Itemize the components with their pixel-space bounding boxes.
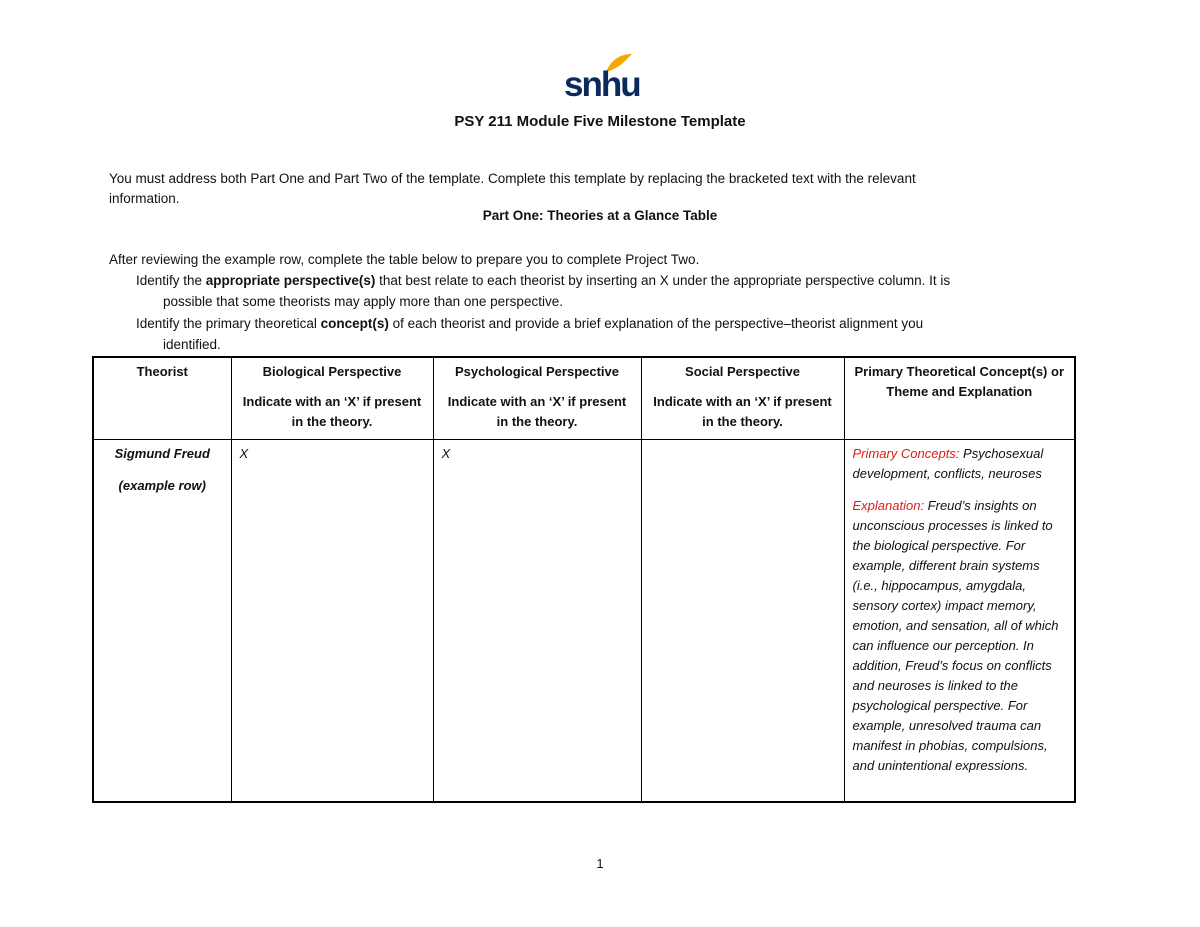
bullet-concepts	[136, 313, 1066, 355]
header-indicate: Indicate with an ‘X’ if present in the theory.	[447, 394, 627, 429]
header-indicate: Indicate with an ‘X’ if present in the theory.	[653, 394, 832, 429]
primary-concepts-label: Primary Concepts:	[852, 445, 960, 461]
bullet-text: Identify the	[136, 273, 206, 288]
header-social	[641, 357, 844, 439]
concepts-cell[interactable]	[844, 439, 1075, 802]
primary-concepts	[853, 444, 1067, 484]
social-cell[interactable]	[641, 439, 844, 802]
part-one-heading: Part One: Theories at a Glance Table	[482, 208, 718, 223]
bullet-text: Identify the primary theoretical	[136, 316, 321, 331]
snhu-logo	[558, 52, 642, 104]
header-theorist: Theorist	[93, 357, 231, 439]
biological-cell[interactable]: X	[231, 439, 433, 802]
bullet-text: that best relate to each theorist by inserting an X under the appropriate perspective column. It is	[375, 273, 951, 288]
header-psychological	[433, 357, 641, 439]
bullet-continuation: identified.	[163, 337, 221, 352]
example-row-note: (example row)	[118, 477, 206, 493]
intro-line-1: You must address both Part One and Part Two of the template. Complete this template by replacing the bracketed text with the relevant	[109, 171, 916, 186]
primary-concepts-text: Psychosexual development, conflicts, neuroses	[852, 445, 1044, 481]
bullet-text: of each theorist and provide a brief explanation of the perspective–theorist alignment you	[388, 316, 924, 331]
intro-line-2: information.	[109, 191, 180, 206]
explanation-text: Freud’s insights on unconscious processes is linked to the biological perspective. For example, different brain systems (i.e., hippocampus, amygdala, sensory cortex) impact memory, emotion, and sensation, all of which can influence our perception. In addition, Freud’s focus on conflicts and neuroses is linked to the psychological perspective. For example, unresolved trauma can manifest in phobias, compulsions, and unintentional expressions.	[852, 497, 1059, 773]
explanation	[853, 496, 1067, 776]
logo-text: snhu	[564, 65, 640, 104]
bullet-continuation: possible that some theorists may apply more than one perspective.	[163, 294, 563, 309]
theorist-name: Sigmund Freud	[114, 445, 210, 461]
table-row	[93, 439, 1075, 802]
header-indicate: Indicate with an ‘X’ if present in the theory.	[242, 394, 422, 429]
bullet-bold: appropriate perspective(s)	[205, 273, 376, 288]
theories-table	[92, 356, 1076, 803]
header-label: Social Perspective	[685, 364, 800, 379]
table-header-row	[93, 357, 1075, 439]
theorist-cell[interactable]	[93, 439, 231, 802]
part-one-instruction: After reviewing the example row, complete the table below to prepare you to complete Project Two.	[109, 252, 700, 267]
page-number: 1	[596, 856, 604, 871]
header-label: Biological Perspective	[262, 364, 402, 379]
header-concepts: Primary Theoretical Concept(s) or Theme and Explanation	[844, 357, 1075, 439]
header-biological	[231, 357, 433, 439]
bullet-perspective	[136, 270, 1066, 312]
psychological-cell[interactable]: X	[433, 439, 641, 802]
explanation-label: Explanation:	[852, 497, 925, 513]
bullet-bold: concept(s)	[320, 316, 389, 331]
header-label: Psychological Perspective	[454, 364, 620, 379]
page-title: PSY 211 Module Five Milestone Template	[454, 113, 746, 130]
